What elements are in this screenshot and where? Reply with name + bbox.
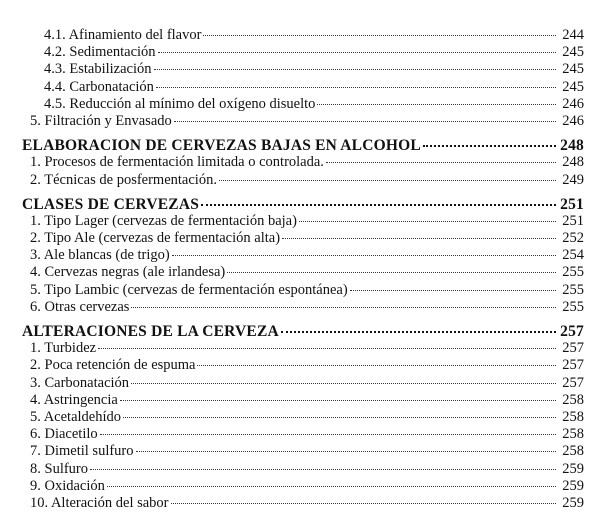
toc-entry-page: 258 (562, 443, 584, 460)
toc-entry-label: 4.2. Sedimentación (44, 44, 156, 61)
dot-leader (423, 145, 556, 147)
toc-entry-page: 255 (562, 281, 584, 298)
dot-leader (317, 104, 556, 105)
toc-entry-page: 254 (562, 247, 584, 264)
toc-entry (22, 213, 584, 230)
toc-entry (22, 154, 584, 171)
toc-entry (22, 299, 584, 316)
toc-entry (22, 96, 584, 113)
toc-entry-page: 245 (562, 78, 584, 95)
dot-leader (172, 255, 556, 256)
toc-entry-label: 6. Diacetilo (30, 426, 98, 443)
dot-leader (201, 204, 556, 206)
toc-entry-label: 4. Cervezas negras (ale irlandesa) (30, 264, 226, 281)
dot-leader (282, 238, 556, 239)
toc-entry-label: 10. Alteración del sabor (30, 494, 169, 511)
toc-entry-page: 257 (562, 374, 584, 391)
toc-entry (22, 495, 584, 512)
toc-entry-page: 257 (562, 357, 584, 374)
toc-entry-page: 255 (562, 298, 584, 315)
toc-entry-label: 4.4. Carbonatación (44, 78, 154, 95)
toc-entry (22, 44, 584, 61)
toc-entry (22, 79, 584, 96)
toc-entry-page: 258 (562, 391, 584, 408)
dot-leader (174, 121, 556, 122)
toc-entry-label: 8. Sulfuro (30, 460, 88, 477)
toc-entry-page: 259 (562, 477, 584, 494)
dot-leader (90, 469, 556, 470)
toc-entry (22, 264, 584, 281)
table-of-contents (22, 27, 584, 512)
toc-entry (22, 375, 584, 392)
dot-leader (131, 307, 556, 308)
toc-entry-label: 3. Carbonatación (30, 374, 130, 391)
toc-entry-label: 5. Filtración y Envasado (30, 112, 172, 129)
toc-entry-label: 2. Poca retención de espuma (30, 357, 196, 374)
dot-leader (123, 417, 556, 418)
toc-entry-page: 259 (562, 494, 584, 511)
toc-entry-page: 257 (562, 340, 584, 357)
section-heading-page: 248 (560, 137, 584, 155)
toc-entry (22, 172, 584, 189)
section-heading-page: 251 (560, 195, 584, 213)
toc-entry-page: 244 (562, 27, 584, 43)
toc-entry (22, 443, 584, 460)
dot-leader (219, 180, 556, 181)
dot-leader (154, 69, 556, 70)
dot-leader (131, 383, 556, 384)
dot-leader (100, 434, 556, 435)
dot-leader (197, 365, 556, 366)
dot-leader (98, 348, 556, 349)
toc-entry-label: 4.3. Estabilización (44, 61, 152, 78)
toc-entry-label: 5. Tipo Lambic (cervezas de fermentación espontánea) (30, 281, 348, 298)
toc-entry-label: 5. Acetaldehído (30, 408, 122, 425)
toc-entry (22, 392, 584, 409)
toc-entry-label: 1. Tipo Lager (cervezas de fermentación baja) (30, 212, 297, 229)
toc-section-heading (22, 196, 584, 213)
toc-entry-page: 248 (562, 154, 584, 171)
dot-leader (203, 35, 556, 36)
toc-entry-label: 4. Astringencia (30, 391, 118, 408)
toc-entry (22, 478, 584, 495)
toc-entry-label: 4.5. Reducción al mínimo del oxígeno disuelto (44, 95, 316, 112)
dot-leader (107, 486, 556, 487)
toc-entry (22, 230, 584, 247)
dot-leader (156, 87, 556, 88)
section-heading-label: ALTERACIONES DE LA CERVEZA (22, 323, 279, 340)
section-heading-page: 257 (560, 323, 584, 340)
toc-entry-label: 6. Otras cervezas (30, 298, 130, 315)
toc-entry-label: 3. Ale blancas (de trigo) (30, 247, 170, 264)
dot-leader (227, 272, 556, 273)
dot-leader (281, 331, 556, 333)
dot-leader (120, 400, 556, 401)
section-heading-label: ELABORACION DE CERVEZAS BAJAS EN ALCOHOL (22, 137, 421, 155)
toc-entry (22, 282, 584, 299)
dot-leader (299, 221, 556, 222)
toc-entry-label: 2. Tipo Ale (cervezas de fermentación alta) (30, 230, 281, 247)
toc-entry-label: 7. Dimetil sulfuro (30, 443, 134, 460)
toc-entry-page: 246 (562, 112, 584, 129)
toc-entry-page: 249 (562, 171, 584, 188)
dot-leader (158, 52, 556, 53)
toc-section-heading (22, 323, 584, 340)
dot-leader (326, 162, 556, 163)
toc-entry-page: 255 (562, 264, 584, 281)
toc-entry (22, 409, 584, 426)
toc-entry-label: 1. Procesos de fermentación limitada o controlada. (30, 154, 324, 171)
toc-entry-page: 245 (562, 44, 584, 61)
section-heading-label: CLASES DE CERVEZAS (22, 195, 200, 213)
toc-entry-page: 252 (562, 230, 584, 247)
toc-entry-label: 4.1. Afinamiento del flavor (44, 27, 202, 43)
toc-entry-label: 2. Técnicas de posfermentación. (30, 171, 217, 188)
toc-entry-page: 246 (562, 95, 584, 112)
toc-entry (22, 27, 584, 44)
toc-entry-page: 251 (562, 212, 584, 229)
toc-entry (22, 113, 584, 130)
dot-leader (350, 290, 556, 291)
toc-entry-page: 258 (562, 426, 584, 443)
toc-entry-page: 245 (562, 61, 584, 78)
toc-entry-label: 1. Turbidez (30, 340, 97, 357)
dot-leader (136, 451, 556, 452)
dot-leader (171, 503, 556, 504)
toc-section-heading (22, 137, 584, 154)
toc-entry (22, 247, 584, 264)
toc-entry-page: 258 (562, 408, 584, 425)
toc-entry (22, 426, 584, 443)
toc-entry (22, 461, 584, 478)
toc-entry (22, 340, 584, 357)
toc-entry-page: 259 (562, 460, 584, 477)
toc-entry-label: 9. Oxidación (30, 477, 105, 494)
toc-entry (22, 357, 584, 374)
toc-entry (22, 61, 584, 78)
